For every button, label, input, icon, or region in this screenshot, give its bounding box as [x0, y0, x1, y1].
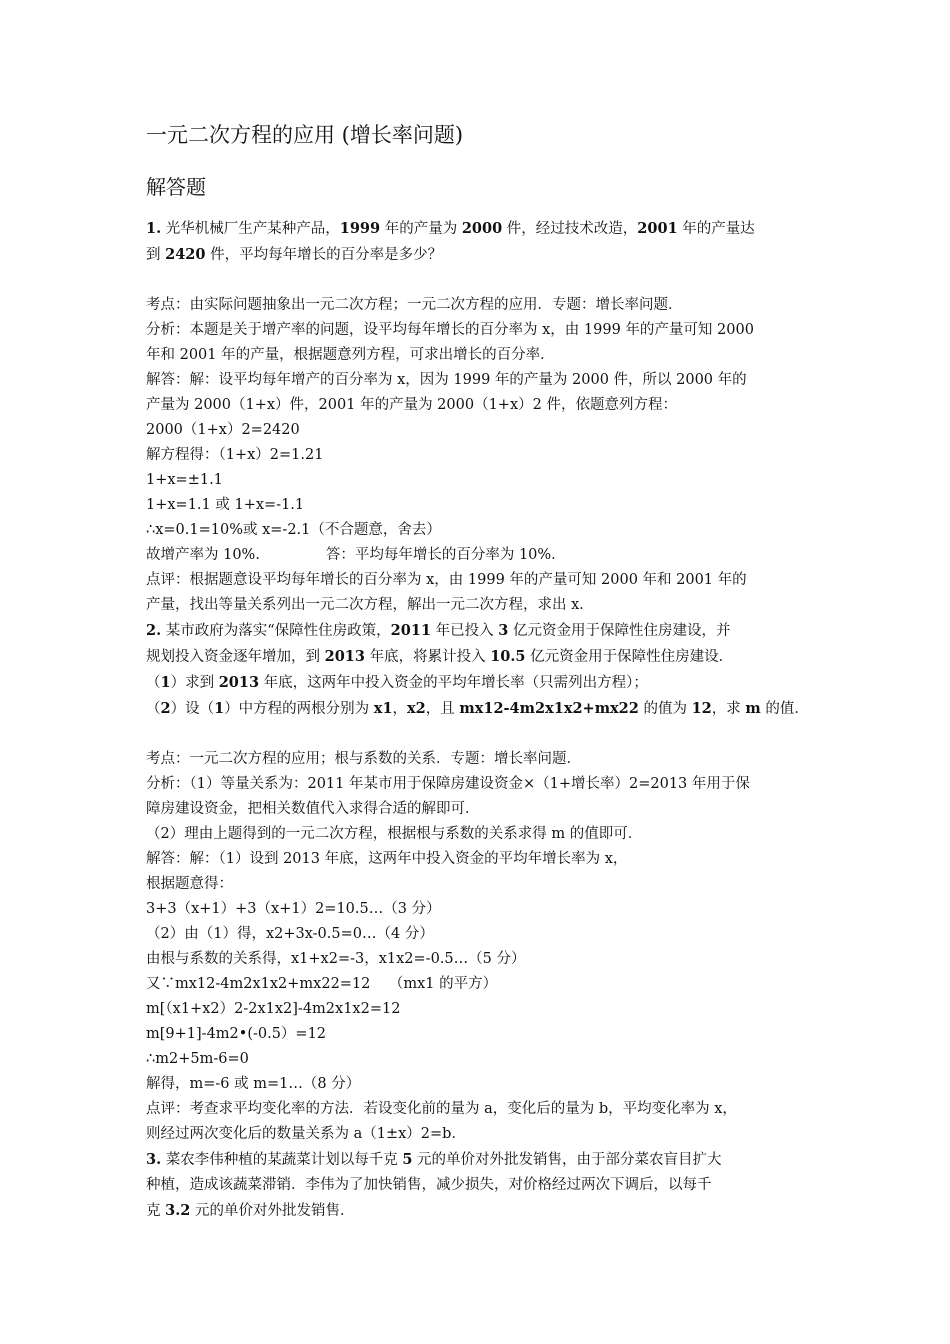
question-3-line-1: 3. 菜农李伟种植的某蔬菜计划以每千克 5 元的单价对外批发销售，由于部分菜农盲目扩大 [146, 1151, 722, 1168]
q2-dianping-2: 则经过两次变化后的数量关系为 a（1±x）2=b． [146, 1126, 466, 1142]
q2-step-2: （2）由（1）得，x2+3x-0.5=0…（4 分） [146, 926, 434, 942]
q1-equation-1: 2000（1+x）2=2420 [146, 422, 300, 438]
q1-dianping-1: 点评：根据题意设平均每年增长的百分率为 x，由 1999 年的产量可知 2000 年和 2001 年的 [146, 572, 747, 588]
question-3 [146, 1147, 808, 1224]
question-1-line-2: 到 2420 件，平均每年增长的百分率是多少？ [146, 246, 443, 263]
q2-step-3: 由根与系数的关系得，x1+x2=-3，x1x2=-0.5…（5 分） [146, 951, 526, 967]
question-1 [146, 216, 808, 618]
q1-fenxi-2: 年和 2001 年的产量，根据题意列方程，可求出增长的百分率． [146, 347, 555, 363]
q2-step-1: 3+3（x+1）+3（x+1）2=10.5…（3 分） [146, 901, 441, 917]
question-2-line-1: 2. 某市政府为落实“保障性住房政策，2011 年已投入 3 亿元资金用于保障性住房建设，并 [146, 622, 731, 639]
question-2-part-2: （2）设（1）中方程的两根分别为 x1，x2，且 mx12-4m2x1x2+mx22 的值为 12，求 m 的值． [146, 700, 809, 717]
document-body [146, 216, 808, 1224]
q1-jieda-1: 解答：解：设平均每年增产的百分率为 x，因为 1999 年的产量为 2000 件，所以 2000 年的 [146, 372, 747, 388]
q2-step-4: 又∵mx12-4m2x1x2+mx22=12 （mx1 的平方） [146, 976, 498, 992]
q1-equation-2: 解方程得：（1+x）2=1.21 [146, 447, 324, 463]
q2-fenxi-3: （2）理由上题得到的一元二次方程，根据根与系数的关系求得 m 的值即可． [146, 826, 643, 842]
question-1-line-1: 1. 光华机械厂生产某种产品，1999 年的产量为 2000 件，经过技术改造，2001 年的产量达 [146, 220, 755, 237]
q1-conclusion: 故增产率为 10%． 答：平均每年增长的百分率为 10%． [146, 547, 566, 563]
q2-step-7: ∴m2+5m-6=0 [146, 1051, 249, 1067]
q2-jieda-2: 根据题意得： [146, 876, 233, 892]
q1-fenxi-1: 分析：本题是关于增产率的问题，设平均每年增长的百分率为 x，由 1999 年的产量可知 2000 [146, 322, 754, 338]
q2-fenxi-2: 障房建设资金，把相关数值代入求得合适的解即可． [146, 801, 480, 817]
doc-title: 一元二次方程的应用 (增长率问题) [146, 123, 464, 147]
q1-jieda-2: 产量为 2000（1+x）件，2001 年的产量为 2000（1+x）2 件，依题意列方程： [146, 397, 677, 413]
q1-equation-5: ∴x=0.1=10%或 x=-2.1（不合题意，舍去） [146, 522, 441, 538]
q2-step-8: 解得，m=-6 或 m=1…（8 分） [146, 1076, 361, 1092]
q1-dianping-2: 产量，找出等量关系列出一元二次方程，解出一元二次方程，求出 x． [146, 597, 594, 613]
q1-equation-4: 1+x=1.1 或 1+x=-1.1 [146, 497, 305, 513]
q2-step-6: m[9+1]-4m2•(-0.5）=12 [146, 1026, 327, 1042]
question-2-part-1: （1）求到 2013 年底，这两年中投入资金的平均年增长率（只需列出方程）； [146, 674, 648, 691]
question-3-line-2: 种植，造成该蔬菜滞销．李伟为了加快销售，减少损失，对价格经过两次下调后，以每千 [146, 1177, 712, 1193]
question-2 [146, 618, 808, 1147]
question-2-line-2: 规划投入资金逐年增加，到 2013 年底，将累计投入 10.5 亿元资金用于保障性住房建设． [146, 648, 734, 665]
q2-jieda-1: 解答：解：（1）设到 2013 年底，这两年中投入资金的平均年增长率为 x， [146, 851, 628, 867]
q2-kaodian: 考点：一元二次方程的应用；根与系数的关系．专题：增长率问题． [146, 751, 581, 767]
q1-kaodian: 考点：由实际问题抽象出一元二次方程；一元二次方程的应用．专题：增长率问题． [146, 297, 683, 313]
q2-step-5: m[（x1+x2）2-2x1x2]-4m2x1x2=12 [146, 1001, 401, 1017]
question-3-line-3: 克 3.2 元的单价对外批发销售． [146, 1202, 355, 1219]
section-title: 解答题 [146, 175, 206, 199]
q2-fenxi-1: 分析：（1）等量关系为：2011 年某市用于保障房建设资金×（1+增长率）2=2013 年用于保 [146, 776, 750, 792]
q1-equation-3: 1+x=±1.1 [146, 472, 223, 488]
q2-dianping-1: 点评：考查求平均变化率的方法．若设变化前的量为 a，变化后的量为 b，平均变化率为 x， [146, 1101, 737, 1117]
